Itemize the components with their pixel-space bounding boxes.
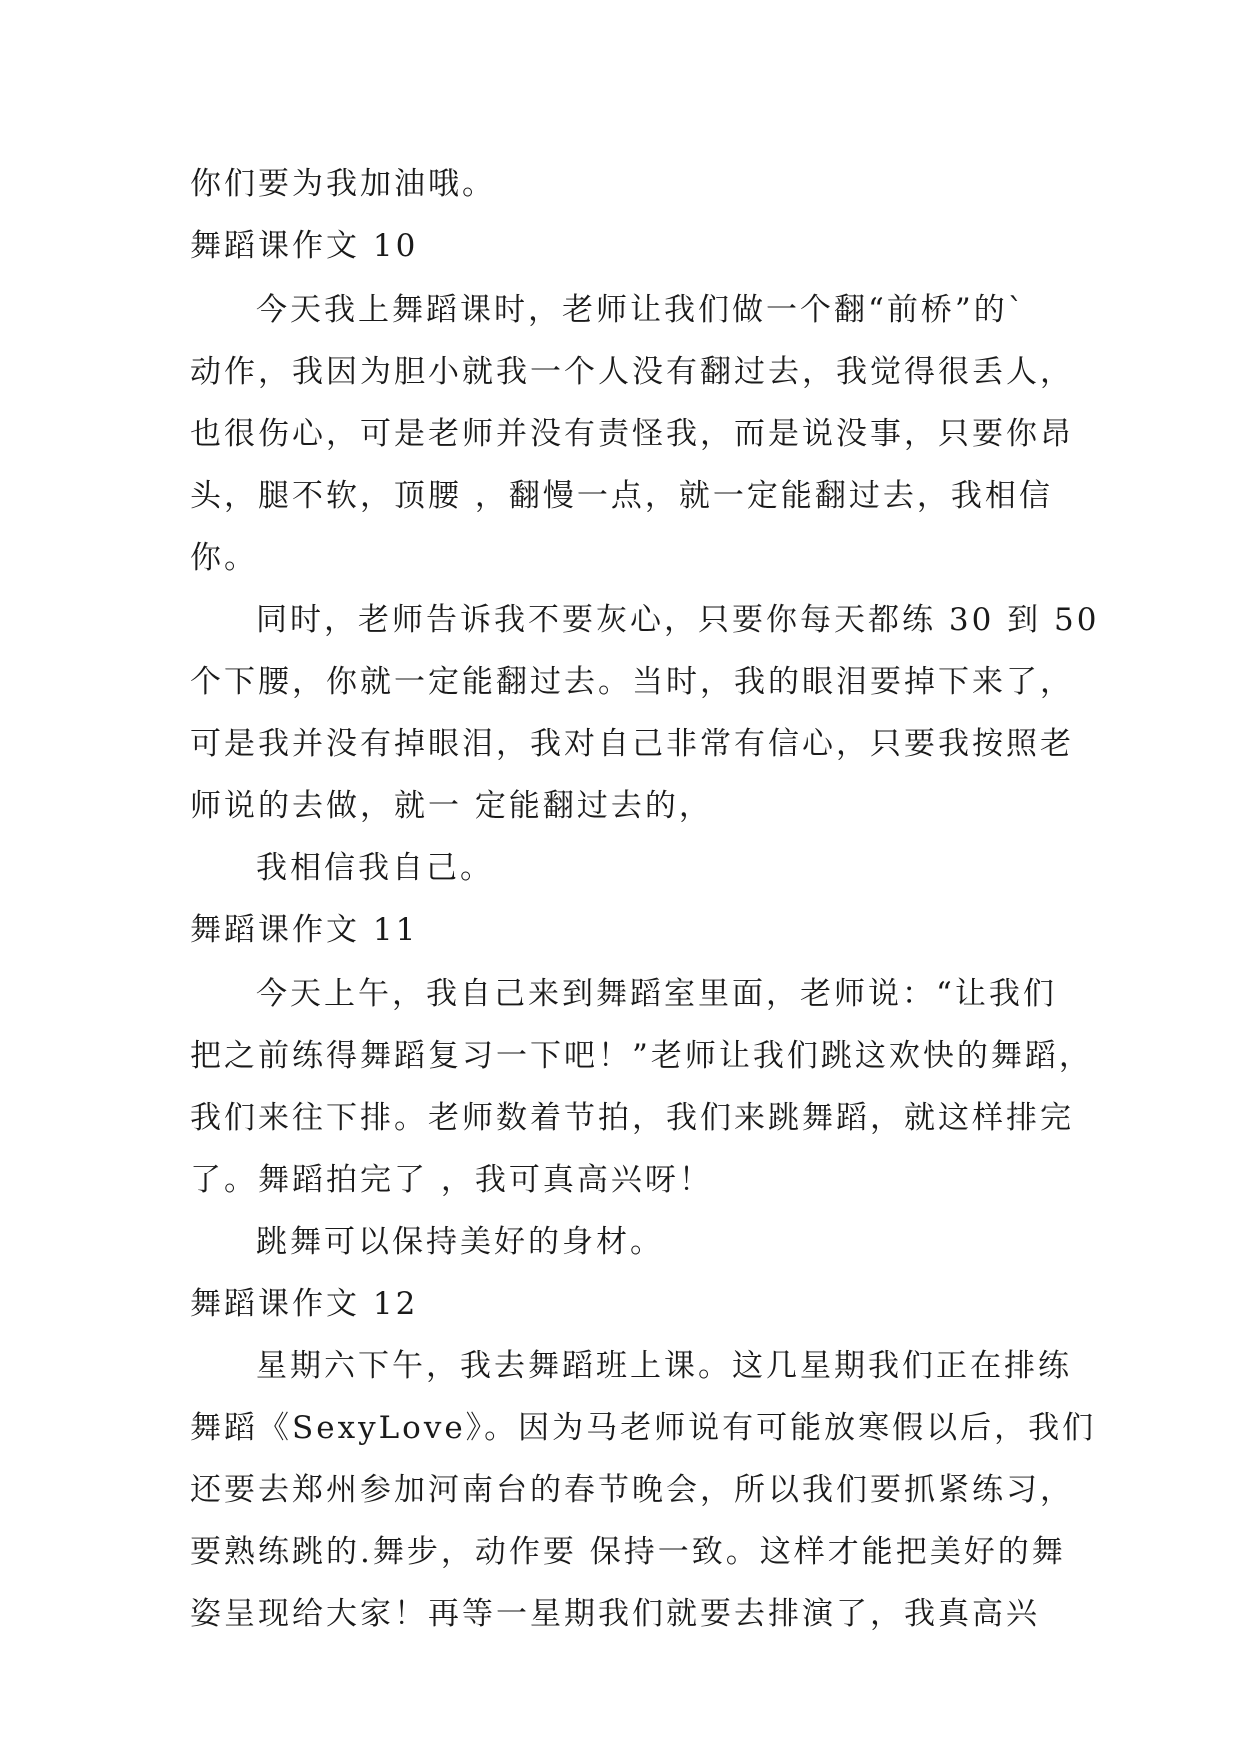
- paragraph-line: 我相信我自己。: [256, 850, 494, 886]
- paragraph-line: 把之前练得舞蹈复习一下吧！”老师让我们跳这欢快的舞蹈，: [190, 1038, 1093, 1074]
- paragraph-line: 动作，我因为胆小就我一个人没有翻过去，我觉得很丢人，: [190, 354, 1074, 390]
- section-heading: 舞蹈课作文 10: [190, 228, 419, 264]
- paragraph-line: 你。: [190, 540, 258, 576]
- paragraph-line: 姿呈现给大家！再等一星期我们就要去排演了，我真高兴: [190, 1596, 1040, 1632]
- paragraph-line: 星期六下午，我去舞蹈班上课。这几星期我们正在排练: [256, 1348, 1072, 1384]
- paragraph-line: 跳舞可以保持美好的身材。: [256, 1224, 664, 1260]
- paragraph-line: 还要去郑州参加河南台的春节晚会，所以我们要抓紧练习，: [190, 1472, 1074, 1508]
- section-heading: 舞蹈课作文 11: [190, 912, 419, 948]
- paragraph-line: 要熟练跳的.舞步，动作要 保持一致。这样才能把美好的舞: [190, 1534, 1066, 1570]
- paragraph-line: 师说的去做，就一 定能翻过去的，: [190, 788, 713, 824]
- paragraph-line: 你们要为我加油哦。: [190, 166, 496, 202]
- paragraph-line: 同时，老师告诉我不要灰心，只要你每天都练 30 到 50: [256, 602, 1100, 638]
- paragraph-line: 了。舞蹈拍完了 ，我可真高兴呀！: [190, 1162, 713, 1198]
- paragraph-line: 我们来往下排。老师数着节拍，我们来跳舞蹈，就这样排完: [190, 1100, 1074, 1136]
- section-heading: 舞蹈课作文 12: [190, 1286, 419, 1322]
- paragraph-line: 可是我并没有掉眼泪，我对自己非常有信心，只要我按照老: [190, 726, 1074, 762]
- paragraph-line: 今天我上舞蹈课时，老师让我们做一个翻“前桥”的`: [256, 292, 1027, 328]
- paragraph-line: 今天上午，我自己来到舞蹈室里面，老师说：“让我们: [256, 976, 1057, 1012]
- paragraph-line: 舞蹈《SexyLove》。因为马老师说有可能放寒假以后，我们: [190, 1410, 1097, 1446]
- paragraph-line: 也很伤心，可是老师并没有责怪我，而是说没事，只要你昂: [190, 416, 1074, 452]
- paragraph-line: 头，腿不软，顶腰 ，翻慢一点，就一定能翻过去，我相信: [190, 478, 1053, 514]
- paragraph-line: 个下腰，你就一定能翻过去。当时，我的眼泪要掉下来了，: [190, 664, 1074, 700]
